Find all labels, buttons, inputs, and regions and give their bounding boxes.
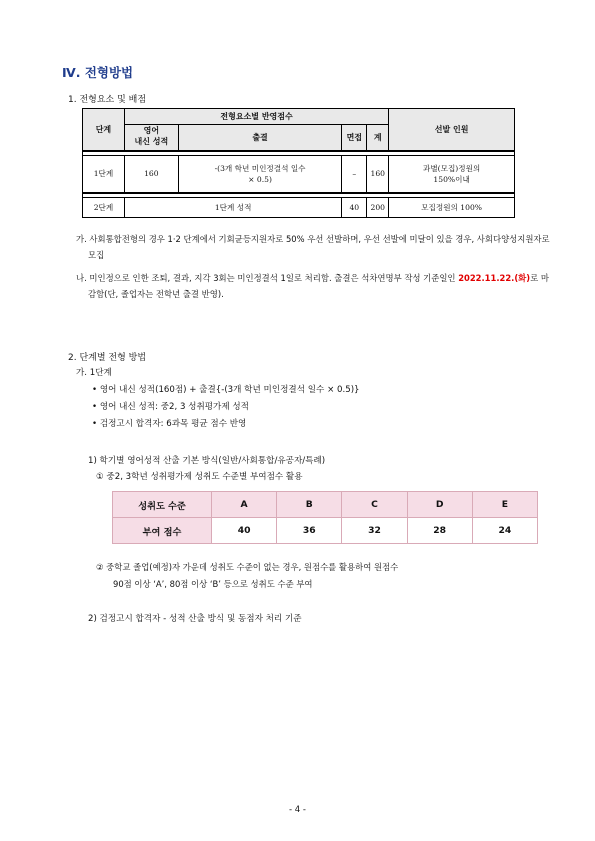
grade-score-d: 28: [407, 518, 472, 544]
row1-stage: 1단계: [83, 155, 125, 193]
note-na: [76, 271, 551, 302]
col-stage-header: 단계: [83, 109, 125, 151]
row2-selection: 모집정원의 100%: [389, 198, 515, 218]
grade-level-b: B: [277, 492, 342, 518]
list-item: • 영어 내신 성적(160점) + 출결{-(3개 학년 미인정결석 일수 × 0.5)}: [92, 385, 360, 395]
grade-score-c: 32: [342, 518, 407, 544]
row1-selection: 과별(모집)정원의 150%이내: [389, 155, 515, 193]
grade-table: [112, 491, 538, 544]
row2-total: 200: [367, 198, 389, 218]
grade-score-b: 36: [277, 518, 342, 544]
list-item: • 영어 내신 성적: 중2, 3 성취평가제 성적: [92, 402, 249, 412]
note-ga: 가. 사회통합전형의 경우 1·2 단계에서 기회균등지원자로 50% 우선 선발하며, 우선 선발에 미달이 있을 경우, 사회다양성지원자로 모집: [76, 234, 550, 260]
table-row: [83, 198, 515, 218]
item1: 1) 학기별 영어성적 산출 기본 방식(일반/사회통합/유공자/특례): [88, 456, 326, 466]
list-item: • 검정고시 합격자: 6과목 평균 점수 반영: [92, 419, 247, 429]
col-english-header: 영어 내신 성적: [124, 125, 178, 151]
grade-score-label: 부여 점수: [113, 518, 212, 544]
row2-stage: 2단계: [83, 198, 125, 218]
grade-level-d: D: [407, 492, 472, 518]
s2-ga: 가. 1단계: [76, 368, 112, 378]
row2-merged: 1단계 성적: [124, 198, 341, 218]
page-number: - 4 -: [289, 805, 306, 815]
row2-interview: 40: [342, 198, 367, 218]
grade-score-a: 40: [212, 518, 277, 544]
grade-score-e: 24: [472, 518, 537, 544]
item1-2-line1: ② 중학교 졸업(예정)자 가운데 성취도 수준이 없는 경우, 원점수를 활용하여 원점수: [96, 562, 399, 572]
row1-english: 160: [124, 155, 178, 193]
note-na-pre: 나. 미인정으로 인한 조퇴, 결과, 지각 3회는 미인정결석 1일로 처리함. 출결은 석차연명부 작성 기준일인: [76, 273, 459, 283]
row1-total: 160: [367, 155, 389, 193]
table-row: [113, 518, 538, 544]
note-na-date: 2022.11.22.(화): [458, 273, 531, 283]
row1-attendance: -(3개 학년 미인정결석 일수 × 0.5): [178, 155, 342, 193]
table-row: [83, 155, 515, 193]
grade-level-label: 성취도 수준: [113, 492, 212, 518]
grade-level-a: A: [212, 492, 277, 518]
bullet-list: [92, 382, 360, 433]
group-header: 전형요소별 반영점수: [124, 109, 388, 125]
item1-1: ① 중2, 3학년 성취평가제 성취도 수준별 부여점수 활용: [96, 472, 303, 482]
col-selection-header: 선발 인원: [389, 109, 515, 151]
s2-heading: 2. 단계별 전형 방법: [68, 353, 147, 363]
item1-2-line2: 90점 이상 ‘A’, 80점 이상 ‘B’ 등으로 성취도 수준 부여: [113, 579, 313, 589]
col-attendance-header: 출결: [178, 125, 342, 151]
section-title: Ⅳ. 전형방법: [62, 65, 134, 80]
table-row: [113, 492, 538, 518]
row1-interview: –: [342, 155, 367, 193]
score-table: [82, 108, 515, 218]
item2: 2) 검정고시 합격자 - 성적 산출 방식 및 동점자 처리 기준: [88, 614, 302, 624]
note-na-post: 로 마감함(단, 졸업자는 전학년 출결 반영).: [88, 273, 549, 299]
col-interview-header: 면접: [342, 125, 367, 151]
s1-heading: 1. 전형요소 및 배점: [68, 95, 147, 105]
grade-level-c: C: [342, 492, 407, 518]
col-total-header: 계: [367, 125, 389, 151]
grade-level-e: E: [472, 492, 537, 518]
